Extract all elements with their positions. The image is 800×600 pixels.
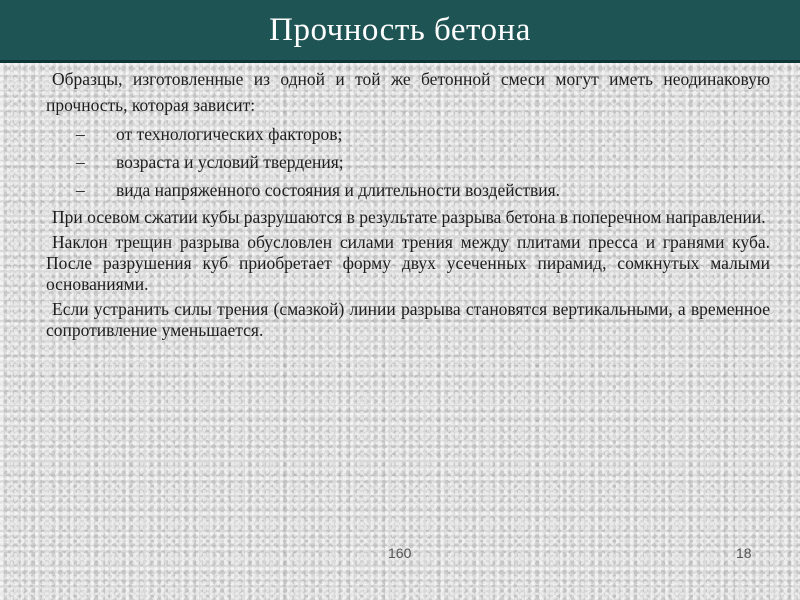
paragraph-axial-compression: При осевом сжатии кубы разрушаются в результате разрыва бетона в поперечном направлении. (52, 207, 766, 227)
list-item-text: вида напряженного состояния и длительности воздействия. (116, 180, 561, 200)
list-item-text: возраста и условий твердения; (116, 152, 344, 172)
list-item-text: от технологических факторов; (116, 124, 343, 144)
factor-list (46, 120, 770, 204)
paragraph-friction-removal: Если устранить силы трения (смазкой) линии разрыва становятся вертикальными, а временное сопротивление уменьшается. (46, 299, 770, 340)
title-bar (0, 0, 800, 63)
page-number: 18 (736, 545, 752, 561)
slide-title: Прочность бетона (269, 11, 531, 48)
bullet-dash: – (76, 124, 85, 144)
list-item (46, 120, 770, 148)
list-item (46, 176, 770, 204)
slide-content (46, 66, 770, 345)
intro-paragraph: Образцы, изготовленные из одной и той же бетонной смеси могут иметь неодинаковую прочность, которая зависит: (46, 69, 770, 115)
list-item (46, 148, 770, 176)
bullet-dash: – (76, 180, 85, 200)
bullet-dash: – (76, 152, 85, 172)
footer-center-number: 160 (388, 545, 412, 561)
paragraph-crack-slope: Наклон трещин разрыва обусловлен силами трения между плитами пресса и гранями куба. После разрушения куб приобретает форму двух усеченных пирамид, сомкнутых малыми основаниями. (46, 232, 770, 294)
